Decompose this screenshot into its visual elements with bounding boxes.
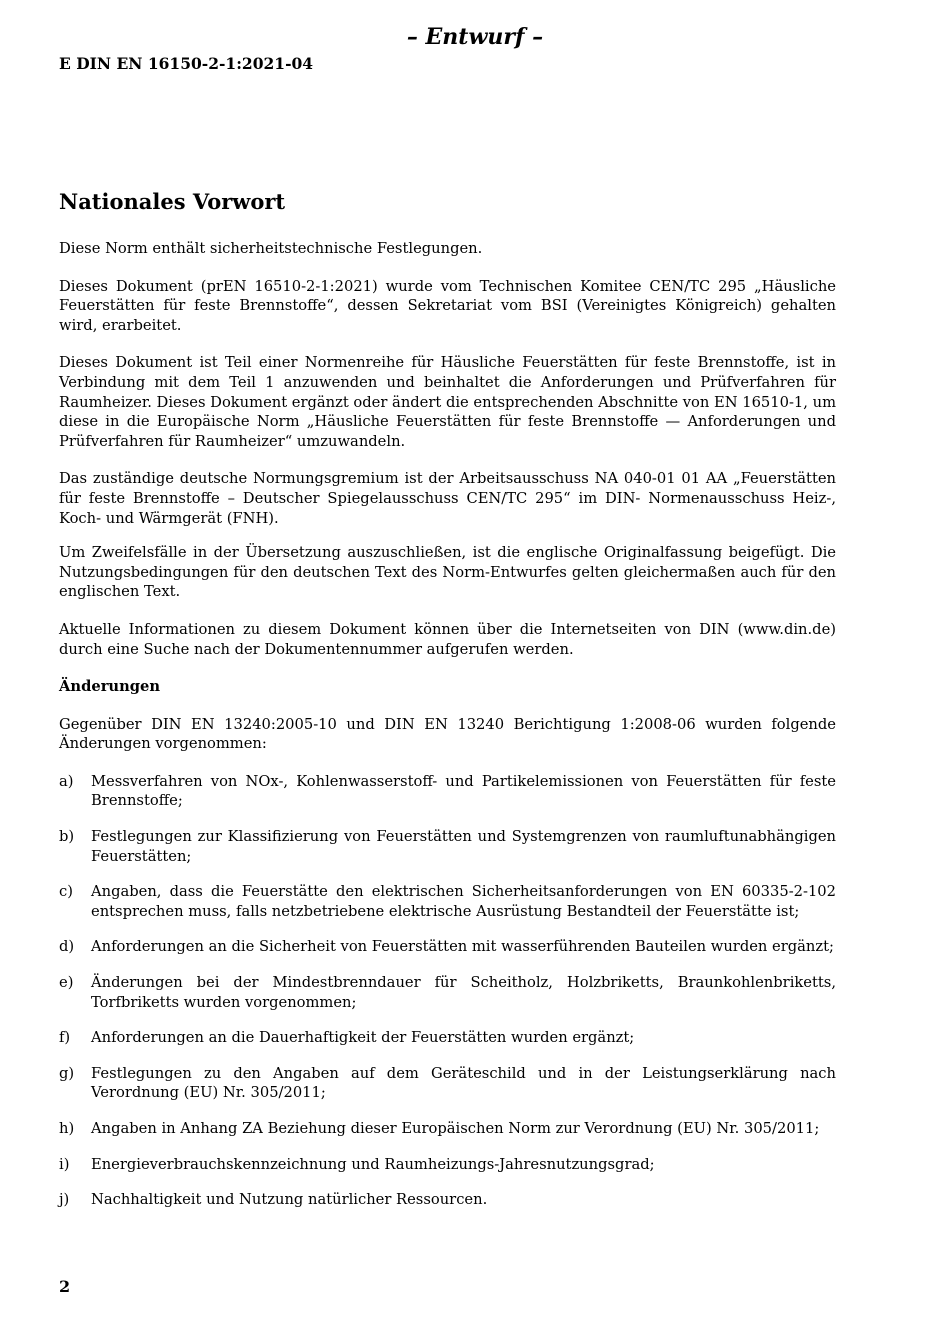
section-title: Nationales Vorwort (59, 189, 286, 214)
list-item (59, 1064, 836, 1103)
list-item-text: Festlegungen zur Klassifizierung von Feuerstätten und Systemgrenzen von raumluftunabhängigen Feuerstätten; (91, 828, 836, 865)
list-item (59, 882, 836, 921)
page-content (59, 188, 836, 1226)
list-item-text: Energieverbrauchskennzeichnung und Raumheizungs-Jahresnutzungsgrad; (91, 1155, 655, 1173)
document-id: E DIN EN 16150-2-1:2021-04 (59, 54, 314, 73)
list-item (59, 1190, 836, 1210)
list-item-text: Messverfahren von NOx-, Kohlenwasserstoff- und Partikelemissionen von Feuerstätten für feste Brennstoffe; (91, 772, 836, 810)
list-item-text: Nachhaltigkeit und Nutzung natürlicher Ressourcen. (91, 1191, 488, 1209)
list-item-text: Angaben in Anhang ZA Beziehung dieser Europäischen Norm zur Verordnung (EU) Nr. 305/2011; (91, 1120, 820, 1137)
list-item (59, 827, 836, 866)
paragraph: Dieses Dokument (prEN 16510-2-1:2021) wurde vom Technischen Komitee CEN/TC 295 „Häusliche Feuerstätten für feste Brennstoffe“, dessen Sekretariat vom BSI (Vereinigtes Königreich) gehalten wird, erarbeitet. (59, 277, 836, 334)
list-marker: f) (59, 1029, 71, 1047)
draft-mark: – Entwurf – (406, 24, 544, 50)
list-marker: i) (59, 1155, 70, 1173)
list-item-text: Änderungen bei der Mindestbrenndauer für Scheitholz, Holzbriketts, Braunkohlenbriketts, Torfbriketts wurden vorgenommen; (91, 974, 836, 1011)
list-marker: c) (59, 883, 73, 901)
changes-heading: Änderungen (59, 678, 161, 696)
list-item (59, 1155, 836, 1175)
paragraph: Diese Norm enthält sicherheitstechnische Festlegungen. (59, 240, 483, 257)
list-item (59, 772, 836, 811)
list-marker: g) (59, 1064, 75, 1082)
list-marker: b) (59, 828, 75, 846)
paragraph: Um Zweifelsfälle in der Übersetzung auszuschließen, ist die englische Originalfassung beigefügt. Die Nutzungsbedingungen für den deutschen Text des Norm-Entwurfes gelten gleichermaßen auch für den englischen Text. (59, 544, 836, 601)
list-item (59, 937, 836, 957)
page-number: 2 (59, 1277, 71, 1296)
paragraph: Aktuelle Informationen zu diesem Dokument können über die Internetseiten von DIN (www.din.de) durch eine Suche nach der Dokumentennummer aufgerufen werden. (59, 620, 836, 658)
list-item-text: Angaben, dass die Feuerstätte den elektrischen Sicherheitsanforderungen von EN 60335-2-102 entsprechen muss, falls netzbetriebene elektrische Ausrüstung Bestandteil der Feuerstätte ist; (91, 883, 836, 920)
list-marker: e) (59, 974, 74, 992)
list-marker: h) (59, 1120, 75, 1137)
list-marker: a) (59, 772, 74, 790)
list-marker: d) (59, 938, 75, 956)
list-item-text: Anforderungen an die Dauerhaftigkeit der Feuerstätten wurden ergänzt; (91, 1029, 635, 1047)
list-item-text: Festlegungen zu den Angaben auf dem Geräteschild und in der Leistungserklärung nach Verordnung (EU) Nr. 305/2011; (91, 1064, 836, 1102)
list-item-text: Anforderungen an die Sicherheit von Feuerstätten mit wasserführenden Bauteilen wurden ergänzt; (91, 938, 834, 956)
list-item (59, 1028, 836, 1048)
changes-list (59, 772, 836, 1210)
changes-intro: Gegenüber DIN EN 13240:2005-10 und DIN EN 13240 Berichtigung 1:2008-06 wurden folgende Änderungen vorgenommen: (59, 715, 836, 753)
paragraph: Dieses Dokument ist Teil einer Normenreihe für Häusliche Feuerstätten für feste Brennstoffe, ist in Verbindung mit dem Teil 1 anzuwenden und beinhaltet die Anforderungen und Prüfverfahren für Raumheizer. Dieses Dokument ergänzt oder ändert die entsprechenden Abschnitte von EN 16510-1, um diese in die Europäische Norm „Häusliche Feuerstätten für feste Brennstoffe — Anforderungen und Prüfverfahren für Raumheizer“ umzuwandeln. (59, 354, 837, 450)
paragraph: Das zuständige deutsche Normungsgremium ist der Arbeitsausschuss NA 040-01 01 AA „Feuerstätten für feste Brennstoffe – Deutscher Spiegelausschuss CEN/TC 295“ im DIN- Normenausschuss Heiz-, Koch- und Wärmgerät (FNH). (59, 470, 836, 527)
list-marker: j) (59, 1191, 70, 1209)
list-item (59, 1119, 836, 1139)
list-item (59, 973, 836, 1012)
